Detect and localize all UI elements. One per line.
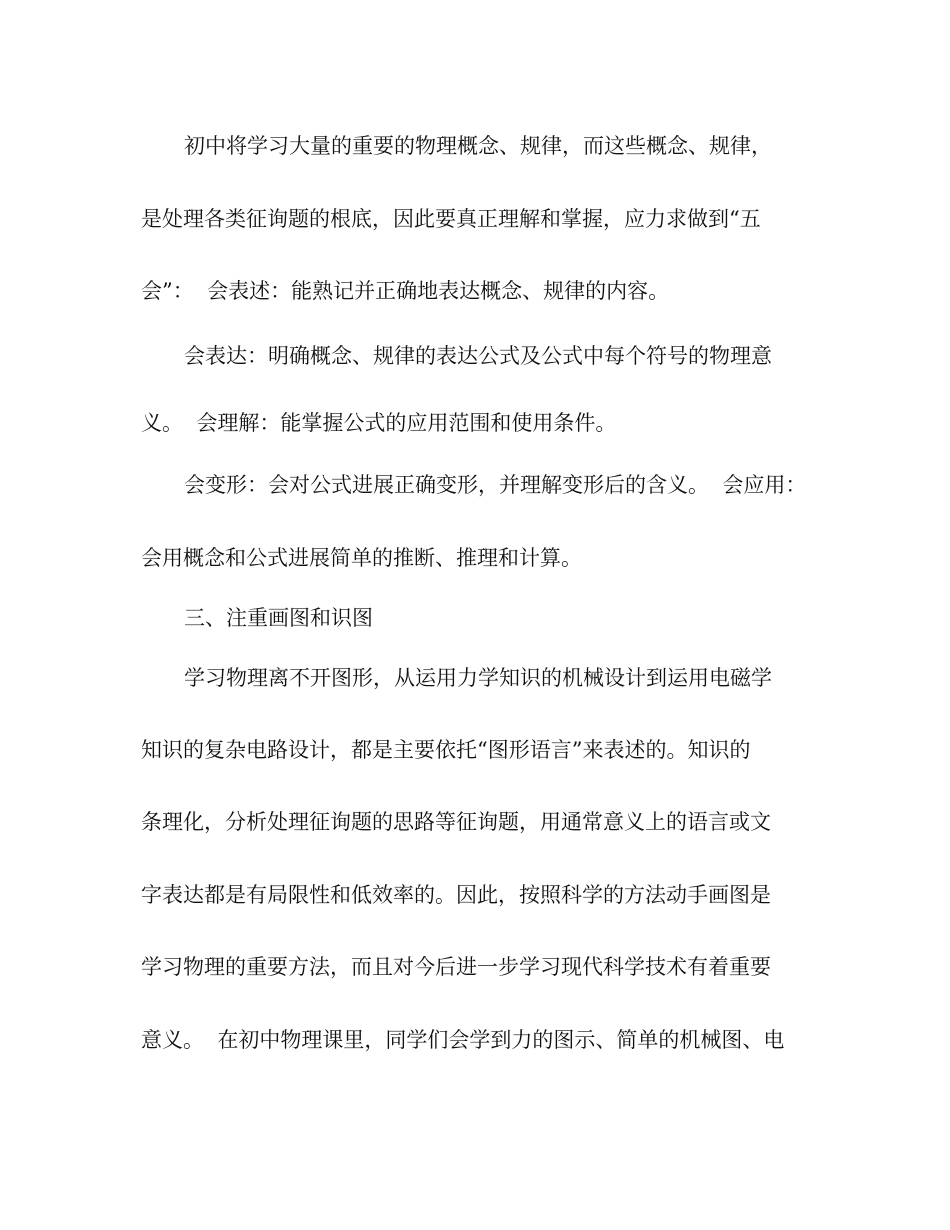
section-heading: 三、注重画图和识图 (184, 606, 373, 630)
text-line: 会变形：会对公式进展正确变形，并理解变形后的含义。 会应用： (184, 473, 807, 497)
text-line: 会用概念和公式进展简单的推断、推理和计算。 (141, 546, 582, 570)
text-line: 意义。 在初中物理课里，同学们会学到力的图示、简单的机械图、电 (141, 1028, 785, 1052)
text-line: 会”： 会表述：能熟记并正确地表达概念、规律的内容。 (141, 279, 670, 303)
text-line: 知识的复杂电路设计，都是主要依托“图形语言”来表述的。知识的 (141, 738, 751, 762)
text-line: 是处理各类征询题的根底，因此要真正理解和掌握，应力求做到“五 (141, 207, 761, 231)
text-line: 初中将学习大量的重要的物理概念、规律，而这些概念、规律， (184, 134, 772, 158)
text-line: 会表达：明确概念、规律的表达公式及公式中每个符号的物理意 (184, 344, 772, 368)
text-line: 学习物理的重要方法，而且对今后进一步学习现代科学技术有着重要 (141, 955, 771, 979)
text-line: 条理化，分析处理征询题的思路等征询题，用通常意义上的语言或文 (141, 810, 771, 834)
text-line: 字表达都是有局限性和低效率的。因此，按照科学的方法动手画图是 (141, 883, 771, 907)
text-line: 学习物理离不开图形，从运用力学知识的机械设计到运用电磁学 (184, 666, 772, 690)
text-line: 义。 会理解：能掌握公式的应用范围和使用条件。 (141, 411, 617, 435)
